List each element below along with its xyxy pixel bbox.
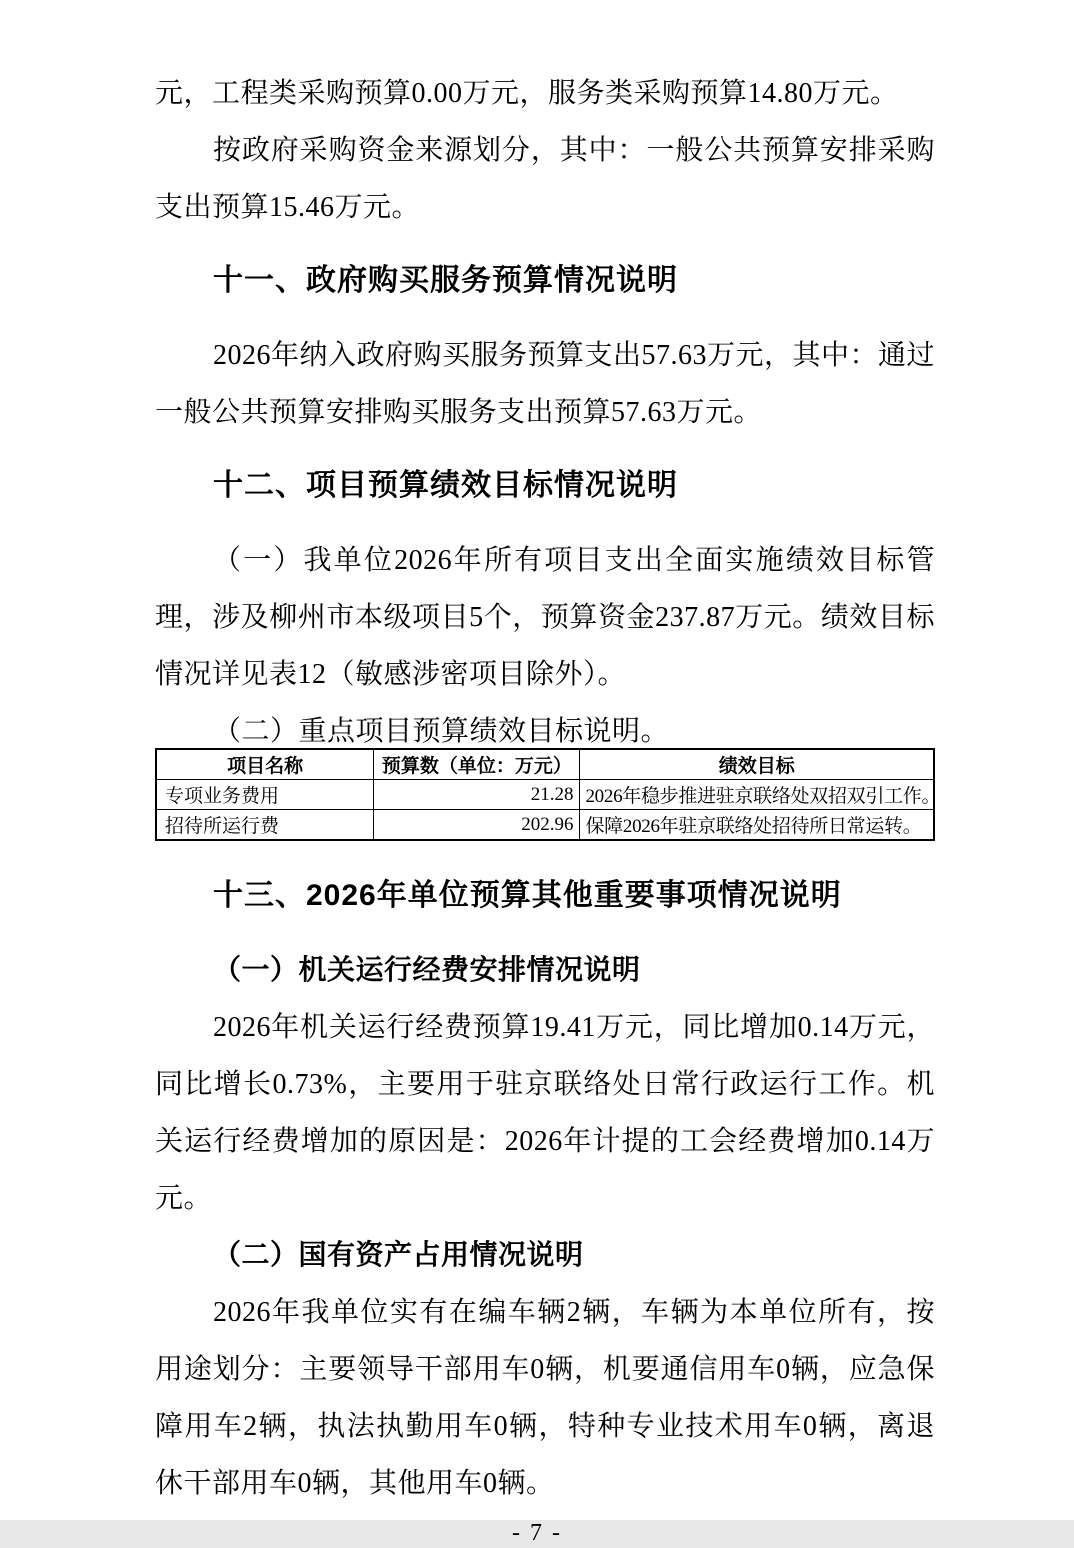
performance-target-table <box>155 748 941 841</box>
section-12-paragraph-1: （一）我单位2026年所有项目支出全面实施绩效目标管理，涉及柳州市本级项目5个，预算资金237.87万元。绩效目标情况详见表12（敏感涉密项目除外）。 <box>155 545 935 690</box>
table-cell-budget-amount: 21.28 <box>374 780 580 810</box>
table-cell-performance-target: 保障2026年驻京联络处招待所日常运转。 <box>580 810 934 841</box>
section-12-heading: 十二、项目预算绩效目标情况说明 <box>213 469 678 502</box>
section-13-sub-1-paragraph: 2026年机关运行经费预算19.41万元，同比增加0.14万元，同比增长0.73%，主要用于驻京联络处日常行政运行工作。机关运行经费增加的原因是：2026年计提的工会经费增加0.14万元。 <box>155 1012 935 1214</box>
table-cell-budget-amount: 202.96 <box>374 810 580 841</box>
section-13-sub-2-heading: （二）国有资产占用情况说明 <box>213 1240 584 1271</box>
table-cell-project-name: 招待所运行费 <box>156 810 374 841</box>
section-11-heading: 十一、政府购买服务预算情况说明 <box>213 264 678 297</box>
section-11-paragraph: 2026年纳入政府购买服务预算支出57.63万元，其中：通过一般公共预算安排购买服务支出预算57.63万元。 <box>155 340 936 428</box>
table-cell-project-name: 专项业务费用 <box>156 780 374 810</box>
table-header-budget-amount: 预算数（单位：万元） <box>374 749 580 780</box>
table-cell-performance-target: 2026年稳步推进驻京联络处双招双引工作。 <box>580 780 934 810</box>
table-row <box>156 810 934 841</box>
section-13-heading: 十三、2026年单位预算其他重要事项情况说明 <box>213 879 842 912</box>
table-header-row <box>156 749 934 780</box>
paragraph-funding-source: 按政府采购资金来源划分，其中：一般公共预算安排采购支出预算15.46万元。 <box>155 135 935 223</box>
paragraph-procurement-continuation: 元，工程类采购预算0.00万元，服务类采购预算14.80万元。 <box>155 78 899 109</box>
table-header-project-name: 项目名称 <box>156 749 374 780</box>
section-13-sub-1-heading: （一）机关运行经费安排情况说明 <box>213 955 641 986</box>
section-12-paragraph-2: （二）重点项目预算绩效目标说明。 <box>213 716 670 747</box>
page-number: - 7 - <box>512 1520 562 1546</box>
section-13-sub-2-paragraph: 2026年我单位实有在编车辆2辆，车辆为本单位所有，按用途划分：主要领导干部用车0辆，机要通信用车0辆，应急保障用车2辆，执法执勤用车0辆，特种专业技术用车0辆，离退休干部用车0辆，其他用车0辆。 <box>155 1297 935 1499</box>
table-header-performance-target: 绩效目标 <box>580 749 934 780</box>
table-row <box>156 780 934 810</box>
